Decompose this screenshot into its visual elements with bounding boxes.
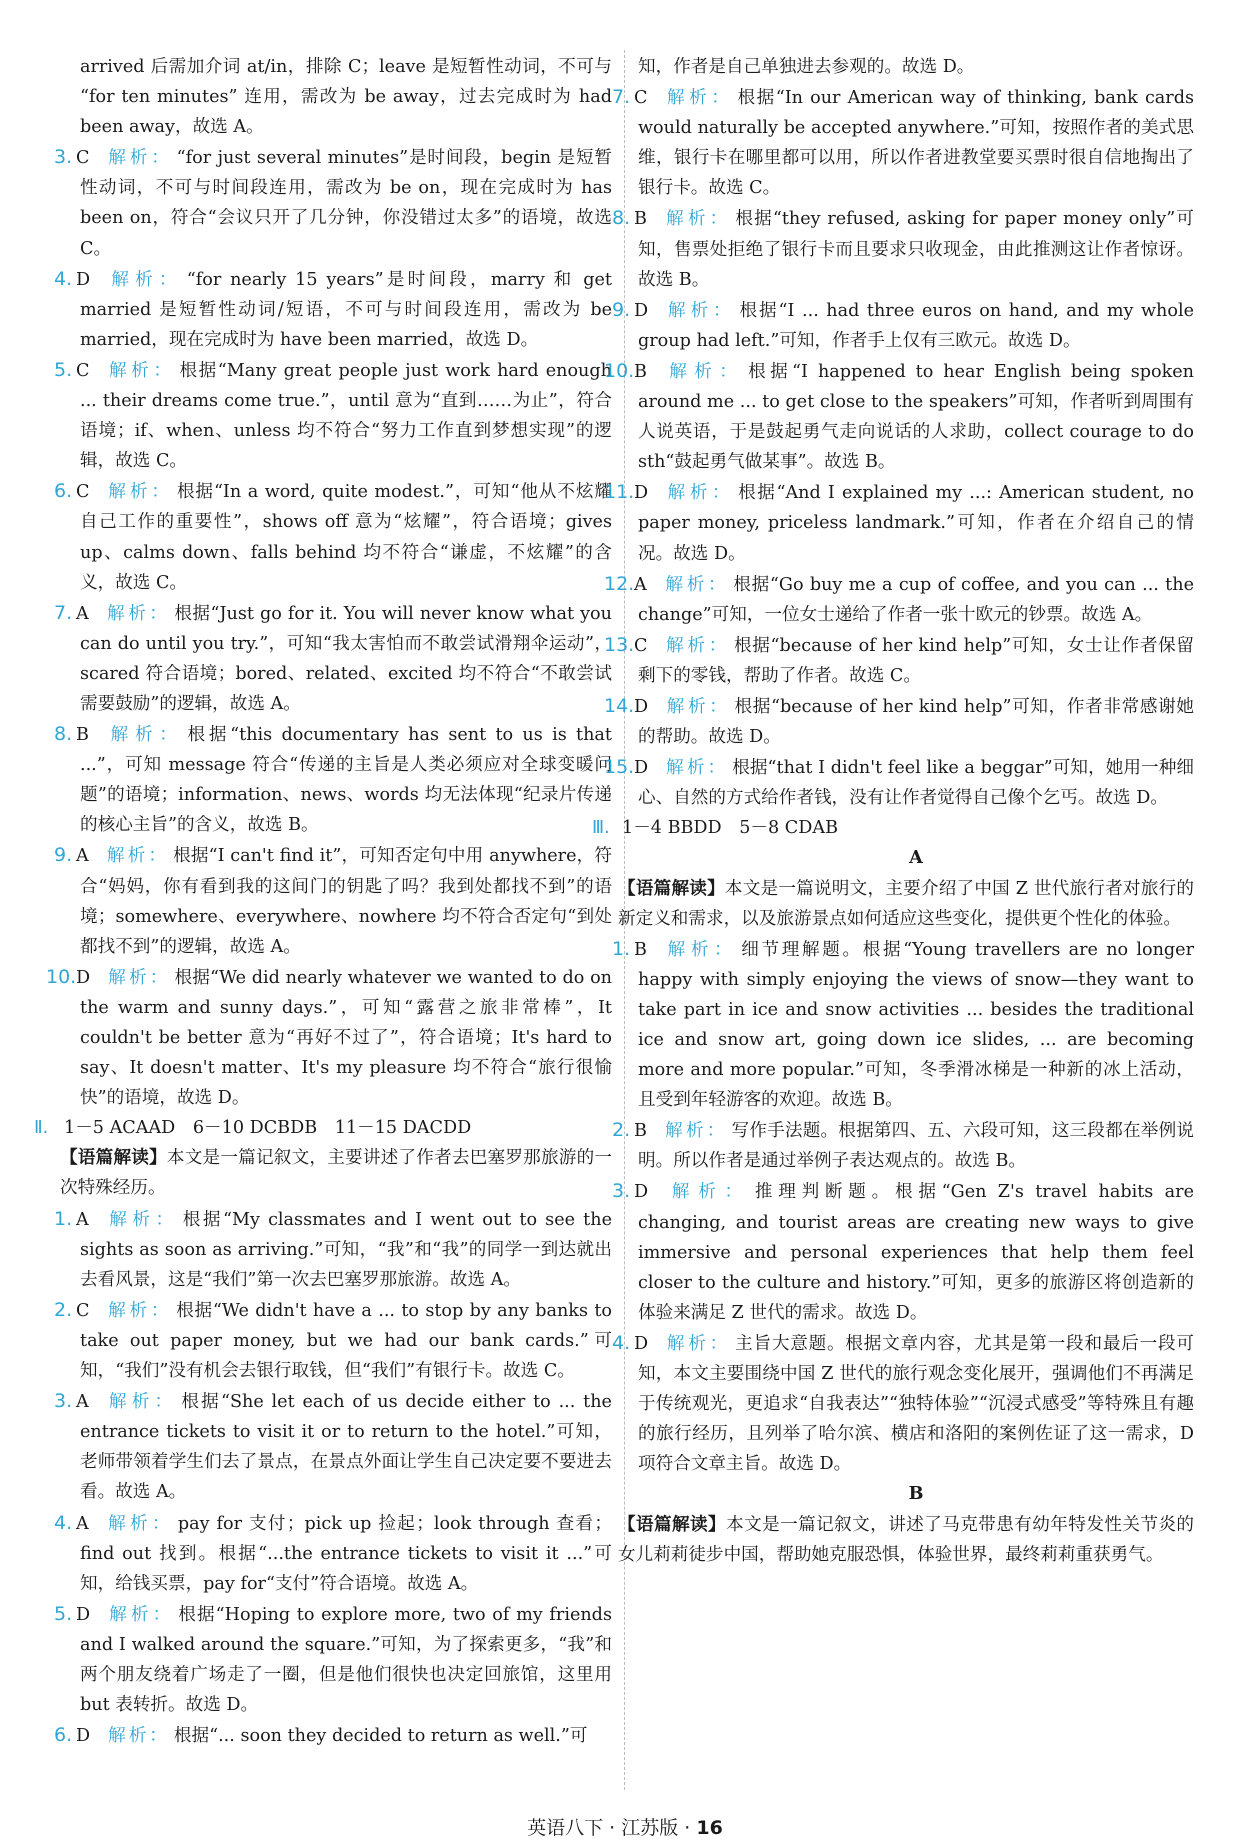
analysis-tag: 解析： bbox=[665, 635, 730, 656]
answer-item bbox=[54, 1295, 612, 1386]
reading-interpretation-b: 【语篇解读】本文是一篇记叙文，讲述了马克带患有幼年特发性关节炎的女儿莉莉徒步中国，帮助她克服恐惧，体验世界，最终莉莉重获勇气。 bbox=[618, 1513, 1194, 1565]
answer-item bbox=[612, 295, 1194, 356]
analysis-tag: 解析： bbox=[108, 967, 171, 988]
analysis-text: 根据“In a word, quite modest.”，可知“他从不炫耀自己工作的重要性”，shows off 意为“炫耀”，符合语境；gives up、calms down、falls behind 均不符合“谦虚，不炫耀”的含义，故选 C。 bbox=[80, 482, 612, 593]
analysis-text: 细节理解题。根据“Young travellers are no longer happy with simply enjoying the views of snow—they want to take part in ice and snow activities ... besides the traditional ice and snow art, going down ice slides, ... are becoming more and more popular.”可知，冬季滑冰梯是一种新的冰上活动，且受到年轻游客的欢迎。故选 B。 bbox=[638, 939, 1194, 1111]
analysis-text: 根据“And I explained my ...: American student, no paper money, priceless landmark.”可知，作者在介绍自己的情况。故选 D。 bbox=[638, 483, 1194, 564]
analysis-text: “for nearly 15 years”是时间段，marry 和 get married 是短暂性动词/短语，不可与时间段连用，需改为 be married，现在完成时为 have been married，故选 D。 bbox=[80, 269, 612, 350]
page-number: 16 bbox=[696, 1817, 723, 1839]
analysis-tag: 解析： bbox=[664, 361, 745, 382]
answer-item bbox=[46, 962, 612, 1113]
item-number: 5. bbox=[54, 1602, 73, 1625]
left-item-list bbox=[46, 142, 612, 1113]
section-2-answers: Ⅱ. 1－5 ACAAD 6－10 DCBDB 11－15 DACDD bbox=[34, 1118, 472, 1139]
analysis-text: pay for 支付；pick up 捡起；look through 查看；find out 找到。根据“...the entrance tickets to visit it ...”可知，给钱买票，pay for“支付”符合语境。故选 A。 bbox=[80, 1513, 612, 1594]
item-number: 14. bbox=[604, 694, 635, 717]
analysis-text: 根据“Many great people just work hard enough ... their dreams come true.”，until 意为“直到……为止”，符合语境；if、when、unless 均不符合“努力工作直到梦想实现”的逻辑，故选 C。 bbox=[80, 360, 612, 472]
item-number: 2. bbox=[54, 1298, 73, 1321]
reading-interpretation: 【语篇解读】本文是一篇记叙文，主要讲述了作者去巴塞罗那旅游的一次特殊经历。 bbox=[60, 1147, 612, 1199]
passage-a-heading: A bbox=[909, 847, 923, 869]
intro-paragraph: arrived 后需加介词 at/in，排除 C；leave 是短暂性动词，不可与 “for ten minutes” 连用，需改为 be away，过去完成时为 had been away，故选 A。 bbox=[80, 57, 612, 138]
right-column bbox=[592, 52, 1194, 1570]
item-answer: D bbox=[634, 696, 649, 717]
item-number: 6. bbox=[54, 480, 73, 503]
analysis-text: 推理判断题。根据“Gen Z's travel habits are changing, and tourist areas are creating new ways to give immersive and personal experiences that help them feel closer to the culture and history.”可知，更多的旅游区将创造新的体验来满足 Z 世代的需求。故选 D。 bbox=[638, 1182, 1194, 1323]
item-number: 10. bbox=[604, 359, 635, 382]
analysis-tag: 解析： bbox=[106, 1392, 178, 1413]
analysis-text: 根据“Hoping to explore more, two of my friends and I walked around the square.”可知，为了探索更多，“我”和两个朋友绕着广场走了一圈，但是他们很快也决定回旅馆，这里用 but 表转折。故选 D。 bbox=[80, 1604, 612, 1716]
analysis-text: 主旨大意题。根据文章内容，尤其是第一段和最后一段可知，本文主要围绕中国 Z 世代的旅行观念变化展开，强调他们不再满足于传统观光，更追求“自我表达”“独特体验”“沉浸式感受”等特殊且有趣的旅行经历，且列举了哈尔滨、横店和洛阳的案例佐证了这一需求，D 项符合文章主旨。故选 D。 bbox=[638, 1333, 1194, 1475]
answer-item bbox=[54, 840, 612, 961]
item-number: 11. bbox=[604, 481, 635, 504]
item-answer: A bbox=[634, 574, 647, 595]
analysis-tag: 解析： bbox=[106, 603, 171, 624]
right-item-list-a bbox=[612, 934, 1194, 1480]
analysis-tag: 解析： bbox=[666, 300, 736, 321]
analysis-text: 根据“I ... had three euros on hand, and my whole group had left.”可知，作者手上仅有三欧元。故选 D。 bbox=[638, 300, 1194, 351]
item-answer: D bbox=[634, 300, 649, 321]
item-answer: B bbox=[76, 725, 89, 746]
item-answer: C bbox=[634, 635, 648, 656]
answer-item bbox=[612, 1115, 1194, 1176]
left-item-list-2 bbox=[54, 1204, 612, 1752]
right-intro: 知，作者是自己单独进去参观的。故选 D。 bbox=[638, 57, 975, 77]
analysis-text: “for just several minutes”是时间段，begin 是短暂性动词，不可与时间段连用，需改为 be on，现在完成时为 has been on，符合“会议只开了几分钟，你没错过太多”的语境，故选 C。 bbox=[80, 148, 612, 259]
analysis-tag: 解析： bbox=[666, 483, 735, 504]
analysis-tag: 解析： bbox=[107, 1300, 173, 1321]
item-answer: B bbox=[634, 939, 647, 960]
analysis-tag: 解析： bbox=[106, 1513, 174, 1534]
analysis-text: 根据“Just go for it. You will never know what you can do until you try.”，可知“我太害怕而不敢尝试滑翔伞运动”，scared 符合语境；bored、related、excited 均不符合“不敢尝试需要鼓励”的逻辑，故选 A。 bbox=[80, 603, 612, 714]
item-answer: D bbox=[76, 967, 91, 988]
answer-item bbox=[54, 142, 612, 263]
analysis-tag: 解析： bbox=[108, 269, 183, 290]
answer-item bbox=[54, 1204, 612, 1295]
item-number: 8. bbox=[612, 207, 631, 230]
analysis-tag: 解析： bbox=[664, 939, 738, 960]
analysis-text: 根据“We didn't have a ... to stop by any banks to take out paper money, but we had our bank cards.”可知，“我们”没有机会去银行取钱，但“我们”有银行卡。故选 C。 bbox=[80, 1300, 612, 1382]
item-number: 3. bbox=[54, 146, 73, 169]
item-number: 3. bbox=[612, 1180, 631, 1203]
item-number: 2. bbox=[612, 1119, 631, 1142]
page-footer: 英语八下 · 江苏版 · 16 bbox=[527, 1817, 723, 1839]
item-answer: D bbox=[76, 269, 91, 290]
analysis-tag: 解析： bbox=[108, 1726, 170, 1747]
answer-item bbox=[612, 934, 1194, 1116]
item-number: 6. bbox=[54, 1724, 73, 1747]
answer-item bbox=[604, 752, 1194, 813]
analysis-text: 根据“... soon they decided to return as well.”可 bbox=[173, 1726, 588, 1747]
item-number: 5. bbox=[54, 358, 73, 381]
analysis-text: 根据“Go buy me a cup of coffee, and you can ... the change”可知，一位女士递给了作者一张十欧元的钞票。故选 A。 bbox=[638, 574, 1194, 625]
analysis-text: 根据“My classmates and I went out to see the sights as soon as arriving.”可知，“我”和“我”的同学一到达就出去看风景，这是“我们”第一次去巴塞罗那旅游。故选 A。 bbox=[80, 1209, 612, 1290]
answer-item bbox=[54, 598, 612, 719]
item-answer: D bbox=[76, 1604, 91, 1625]
answer-item bbox=[54, 1386, 612, 1507]
analysis-tag: 解析： bbox=[664, 1121, 728, 1142]
right-item-list bbox=[604, 82, 1194, 813]
analysis-text: 根据“In our American way of thinking, bank cards would naturally be accepted anywhere.”可知，按照作者的美式思维，银行卡在哪里都可以用，所以作者进教堂要买票时很自信地掏出了银行卡。故选 C。 bbox=[638, 88, 1194, 199]
item-number: 12. bbox=[604, 572, 635, 595]
item-answer: C bbox=[76, 1300, 90, 1321]
item-answer: B bbox=[634, 1121, 647, 1142]
item-number: 13. bbox=[604, 633, 635, 656]
item-answer: A bbox=[76, 1209, 89, 1230]
answer-item bbox=[612, 82, 1194, 203]
analysis-tag: 解析： bbox=[107, 148, 173, 169]
item-number: 1. bbox=[54, 1207, 73, 1230]
item-number: 3. bbox=[54, 1390, 73, 1413]
answer-item bbox=[54, 719, 612, 840]
analysis-text: 根据“because of her kind help”可知，女士让作者保留剩下的零钱，帮助了作者。故选 C。 bbox=[638, 635, 1194, 686]
analysis-text: 根据“I can't find it”，可知否定句中用 anywhere，符合“妈妈，你有看到我的这间门的钥匙了吗？我到处都找不到”的语境；somewhere、everywhere、nowhere 均不符合否定句“到处都找不到”的逻辑，故选 A。 bbox=[80, 846, 612, 957]
analysis-text: 根据“this documentary has sent to us is that ...”，可知 message 符合“传递的主旨是人类必须应对全球变暖问题”的语境；information、news、words 均无法体现“纪录片传递的核心主旨”的含义，故选 B。 bbox=[80, 725, 612, 836]
answer-item bbox=[604, 477, 1194, 568]
answer-item bbox=[54, 1720, 612, 1751]
item-number: 4. bbox=[54, 267, 73, 290]
item-answer: C bbox=[76, 482, 90, 503]
analysis-text: 根据“She let each of us decide either to ... the entrance tickets to visit it or to return to the hotel.”可知，老师带领着学生们去了景点，在景点外面让学生自己决定要不要进去看。故选 A。 bbox=[80, 1392, 612, 1503]
analysis-tag: 解析： bbox=[106, 1209, 179, 1230]
item-answer: D bbox=[634, 1182, 649, 1203]
item-answer: A bbox=[76, 1513, 89, 1534]
item-answer: C bbox=[76, 360, 90, 381]
item-answer: C bbox=[76, 148, 90, 169]
item-number: 8. bbox=[54, 723, 73, 746]
left-column bbox=[34, 52, 612, 1751]
item-answer: A bbox=[76, 603, 89, 624]
analysis-text: 写作手法题。根据第四、五、六段可知，这三段都在举例说明。所以作者是通过举例子表达观点的。故选 B。 bbox=[638, 1121, 1194, 1172]
answer-item bbox=[54, 476, 612, 597]
item-answer: D bbox=[634, 483, 649, 504]
answer-item bbox=[612, 203, 1194, 294]
answer-item bbox=[604, 691, 1194, 752]
analysis-tag: 解析： bbox=[665, 88, 734, 109]
analysis-text: 根据“that I didn't feel like a beggar”可知，她用一种细心、自然的方式给作者钱，没有让作者觉得自己像个乞丐。故选 D。 bbox=[638, 758, 1194, 809]
item-answer: D bbox=[634, 758, 649, 779]
analysis-tag: 解析： bbox=[106, 846, 170, 867]
answer-item bbox=[604, 356, 1194, 477]
analysis-tag: 解析： bbox=[666, 1333, 732, 1354]
analysis-text: 根据“I happened to hear English being spoken around me ... to get close to the speakers”可知，作者听到周围有人说英语，于是鼓起勇气走向说话的人求助，collect courage to do sth“鼓起勇气做某事”。故选 B。 bbox=[638, 361, 1194, 473]
analysis-tag: 解析： bbox=[106, 725, 184, 746]
item-number: 7. bbox=[54, 601, 73, 624]
analysis-tag: 解析： bbox=[666, 758, 729, 779]
item-number: 9. bbox=[612, 298, 631, 321]
answer-item bbox=[612, 1328, 1194, 1479]
analysis-tag: 解析： bbox=[666, 1182, 751, 1203]
reading-interpretation-a: 【语篇解读】本文是一篇说明文，主要介绍了中国 Z 世代旅行者对旅行的新定义和需求，以及旅游景点如何适应这些变化，提供更个性化的体验。 bbox=[618, 877, 1194, 929]
analysis-tag: 解析： bbox=[107, 360, 176, 381]
item-number: 7. bbox=[612, 86, 631, 109]
item-number: 4. bbox=[54, 1511, 73, 1534]
analysis-text: 根据“We did nearly whatever we wanted to do on the warm and sunny days.”，可知“露营之旅非常棒”，It couldn't be better 意为“再好不过了”，符合语境；It's hard to say、It doesn't matter、It's my pleasure 均不符合“旅行很愉快”的语境，故选 D。 bbox=[80, 967, 612, 1109]
item-number: 4. bbox=[612, 1331, 631, 1354]
analysis-tag: 解析： bbox=[107, 482, 173, 503]
item-number: 9. bbox=[54, 844, 73, 867]
item-answer: D bbox=[634, 1333, 649, 1354]
answer-item bbox=[604, 630, 1194, 691]
answer-item bbox=[54, 264, 612, 355]
section-3-answers: Ⅲ. 1－4 BBDD 5－8 CDAB bbox=[592, 818, 839, 839]
answer-item bbox=[54, 1599, 612, 1720]
analysis-text: 根据“because of her kind help”可知，作者非常感谢她的帮助。故选 D。 bbox=[638, 696, 1194, 748]
item-number: 1. bbox=[612, 937, 631, 960]
item-answer: A bbox=[76, 846, 89, 867]
analysis-text: 根据“they refused, asking for paper money only”可知，售票处拒绝了银行卡而且要求只收现金，由此推测这让作者惊讶。故选 B。 bbox=[638, 209, 1194, 290]
analysis-tag: 解析： bbox=[664, 209, 732, 230]
answer-item bbox=[604, 569, 1194, 630]
analysis-tag: 解析： bbox=[664, 574, 730, 595]
answer-item bbox=[54, 1508, 612, 1599]
item-answer: B bbox=[634, 209, 647, 230]
item-answer: C bbox=[634, 88, 648, 109]
item-answer: D bbox=[76, 1726, 91, 1747]
analysis-tag: 解析： bbox=[108, 1604, 175, 1625]
answer-item bbox=[54, 355, 612, 476]
item-number: 10. bbox=[46, 965, 77, 988]
analysis-tag: 解析： bbox=[666, 696, 731, 717]
item-number: 15. bbox=[604, 756, 635, 779]
answer-item bbox=[612, 1176, 1194, 1327]
passage-b-heading: B bbox=[908, 1483, 924, 1505]
item-answer: B bbox=[634, 361, 647, 382]
item-answer: A bbox=[76, 1392, 89, 1413]
